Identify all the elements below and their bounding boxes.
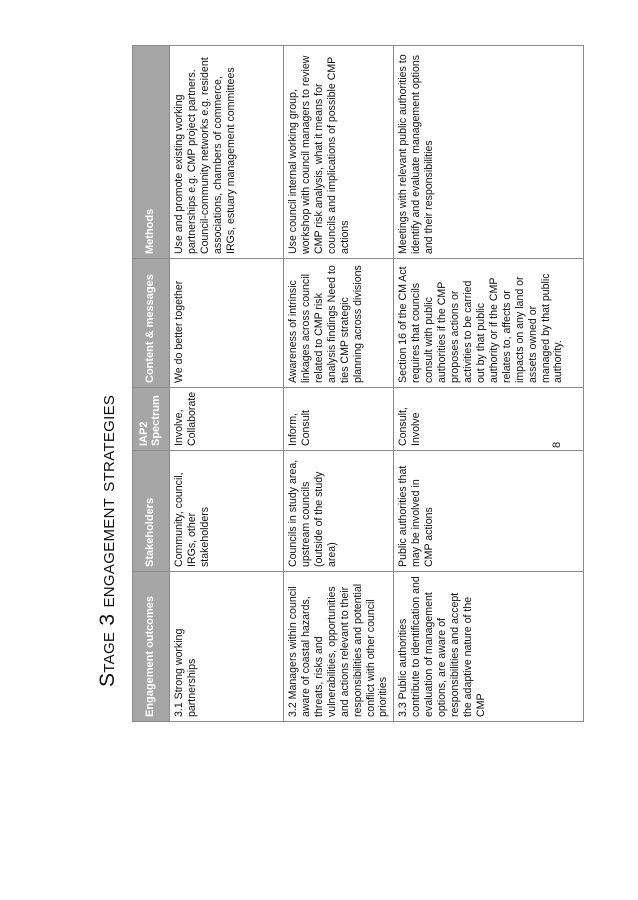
engagement-strategies-table bbox=[132, 45, 584, 722]
table-row bbox=[284, 46, 394, 722]
table-row bbox=[394, 46, 584, 722]
page-number: 8 bbox=[551, 441, 563, 448]
content-cell: Section 16 of the CM Act requires that councils consult with public authorities if the CMP proposes actions or activities to be carried out by that public authority or if the CMP relates to, affects or impacts on any land or assets owned or managed by that public authority. bbox=[394, 259, 584, 388]
content-cell: We do better together bbox=[170, 259, 284, 388]
table-header-row bbox=[133, 46, 170, 722]
outcome-cell: 3.1 Strong working partnerships bbox=[170, 572, 284, 722]
header-iap2-spectrum: IAP2 Spectrum bbox=[133, 388, 170, 451]
table-row bbox=[170, 46, 284, 722]
stakeholders-cell: Councils in study area, upstream councils (outside of the study area) bbox=[284, 451, 394, 572]
spectrum-cell: Consult, Involve bbox=[394, 388, 584, 451]
outcome-cell: 3.2 Managers within council aware of coastal hazards, threats, risks and vulnerabilities, opportunities and actions relevant to their responsibilities and potential conflict with other council priorities bbox=[284, 572, 394, 722]
header-content-messages: Content & messages bbox=[133, 259, 170, 388]
header-stakeholders: Stakeholders bbox=[133, 451, 170, 572]
stakeholders-cell: Community, council, IRGs, other stakeholders bbox=[170, 451, 284, 572]
stakeholders-cell: Public authorities that may be involved in CMP actions bbox=[394, 451, 584, 572]
methods-cell: Use and promote existing working partnerships e.g. CMP project partners. Council-community networks e.g. resident associations, chambers of commerce, IRGs, estuary management committees bbox=[170, 46, 284, 259]
spectrum-cell: Inform, Consult bbox=[284, 388, 394, 451]
section-heading: Stage 3 engagement strategies bbox=[96, 394, 119, 687]
header-methods: Methods bbox=[133, 46, 170, 259]
methods-cell: Use council internal working group, workshop with council managers to review CMP risk analysis, what it means for councils and implications of possible CMP actions bbox=[284, 46, 394, 259]
spectrum-cell: Involve, Collaborate bbox=[170, 388, 284, 451]
header-engagement-outcomes: Engagement outcomes bbox=[133, 572, 170, 722]
content-cell: Awareness of intrinsic linkages across council related to CMP risk analysis findings Need to ties CMP strategic planning across divisions bbox=[284, 259, 394, 388]
outcome-cell: 3.3 Public authorities contribute to identification and evaluation of management options, are aware of responsibilities and accept the adaptive nature of the CMP bbox=[394, 572, 584, 722]
methods-cell: Meetings with relevant public authorities to identify and evaluate management options and their responsibilities bbox=[394, 46, 584, 259]
